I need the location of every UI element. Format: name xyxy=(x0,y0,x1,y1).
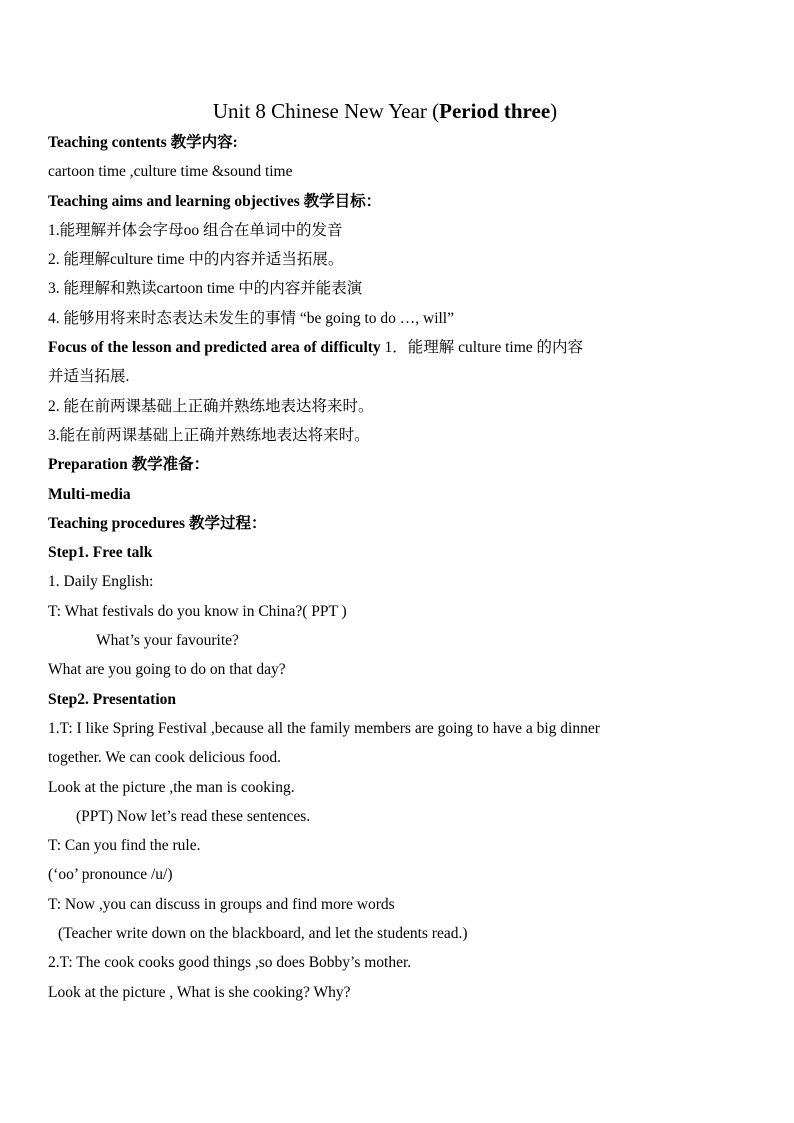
text-line: 4. 能够用将来时态表达未发生的事情 “be going to do …, will” xyxy=(48,309,454,327)
text-line: 1. Daily English: xyxy=(48,573,154,591)
text-line: What’s your favourite? xyxy=(96,632,239,650)
text-line: 并适当拓展. xyxy=(48,368,130,386)
heading-teaching-procedures: Teaching procedures 教学过程： xyxy=(48,514,267,532)
text-line: 3.能在前两课基础上正确并熟练地表达将来时。 xyxy=(48,426,370,444)
heading-teaching-aims: Teaching aims and learning objectives 教学目标： xyxy=(48,192,382,210)
heading-step2: Step2. Presentation xyxy=(48,690,177,708)
text-line: cartoon time ,culture time &sound time xyxy=(48,163,293,181)
text-line: T: Now ,you can discuss in groups and find more words xyxy=(48,895,395,913)
text-line: 1.T: I like Spring Festival ,because all the family members are going to have a big dinner xyxy=(48,719,600,737)
title-main: Unit 8 Chinese New Year ( xyxy=(212,99,440,123)
focus-line xyxy=(48,333,748,362)
heading-teaching-contents: Teaching contents 教学内容: xyxy=(48,134,238,151)
text-line: Look at the picture ,the man is cooking. xyxy=(48,778,295,796)
text-line: 3. 能理解和熟读cartoon time 中的内容并能表演 xyxy=(48,280,363,298)
focus-text: 1．能理解 culture time 的内容 xyxy=(384,339,584,357)
text-line: Look at the picture , What is she cooking? Why? xyxy=(48,983,351,1001)
text-line: (‘oo’ pronounce /u/) xyxy=(48,866,173,884)
heading-focus: Focus of the lesson and predicted area of difficulty xyxy=(48,339,381,357)
text-line: Multi-media xyxy=(48,485,131,503)
document-body xyxy=(48,128,748,1007)
text-line: 1.能理解并体会字母oo 组合在单词中的发音 xyxy=(48,221,343,239)
text-line: T: What festivals do you know in China?( PPT ) xyxy=(48,602,347,620)
title-bold: Period three xyxy=(439,99,551,123)
text-line: (PPT) Now let’s read these sentences. xyxy=(76,807,311,825)
heading-preparation: Preparation 教学准备： xyxy=(48,456,210,474)
text-line: T: Can you find the rule. xyxy=(48,837,201,855)
title-close: ) xyxy=(550,99,558,123)
text-line: (Teacher write down on the blackboard, and let the students read.) xyxy=(58,925,468,943)
text-line: 2.T: The cook cooks good things ,so does Bobby’s mother. xyxy=(48,954,412,972)
heading-step1: Step1. Free talk xyxy=(48,544,153,562)
page-title xyxy=(0,96,770,126)
text-line: 2. 能理解culture time 中的内容并适当拓展。 xyxy=(48,251,344,269)
text-line: 2. 能在前两课基础上正确并熟练地表达将来时。 xyxy=(48,397,374,415)
text-line: What are you going to do on that day? xyxy=(48,661,286,679)
text-line: together. We can cook delicious food. xyxy=(48,749,282,767)
